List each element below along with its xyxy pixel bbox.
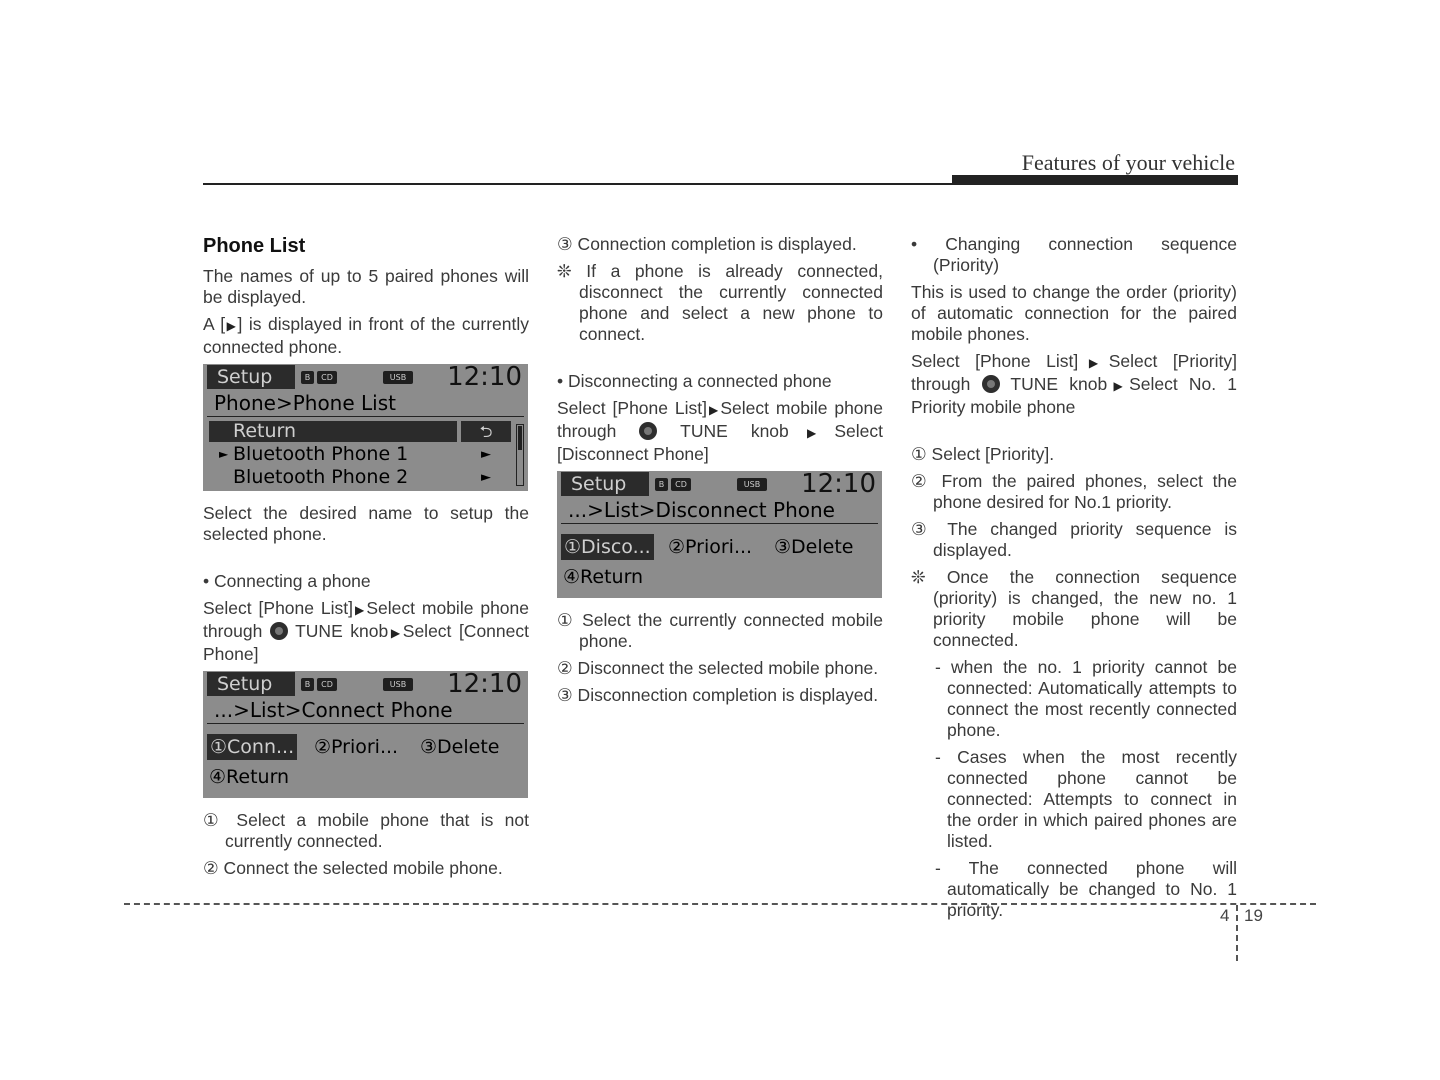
text-segment: Select mobile phone through (557, 398, 884, 441)
text-segment: TUNE knob (657, 421, 789, 441)
row-label: Bluetooth Phone 2 (233, 466, 409, 488)
dash-item-auto-priority: - The connected phone will automatically be changed to No. 1 priority. (935, 858, 1237, 920)
paragraph-priority-purpose: This is used to change the order (priority) of automatic connection for the paired mobile phones. (911, 282, 1237, 344)
cd-icon: CD (317, 678, 337, 691)
section-title-phone-list: Phone List (203, 235, 306, 257)
chevron-right-icon: ► (481, 447, 491, 462)
screen-status-bar (203, 364, 528, 390)
bullet-disconnecting-phone: • Disconnecting a connected phone (557, 371, 832, 391)
cd-icon: CD (317, 371, 337, 384)
screen-options (203, 730, 528, 764)
usb-icon: USB (383, 371, 413, 384)
screen-path: Phone>Phone List (207, 390, 524, 417)
screen-list (203, 420, 528, 489)
option-priority[interactable]: ②Priori... (314, 736, 399, 758)
text-segment: Select [Phone List] (911, 351, 1079, 371)
play-triangle-icon: ▶ (225, 319, 238, 333)
note-already-connected: ❊ If a phone is already connected, disconnect the currently connected phone and select a new phone to connect. (557, 261, 883, 344)
column-2 (557, 234, 883, 712)
header-rule (203, 183, 1238, 185)
page-header-title: Features of your vehicle (1021, 150, 1235, 175)
text-segment: Select [Priority] through (911, 351, 1237, 394)
step-3-connection-complete: ③ Connection completion is displayed. (557, 234, 857, 254)
play-triangle-icon: ▶ (388, 626, 403, 640)
play-triangle-icon: ▶ (1078, 356, 1109, 370)
screen-setup-label: Setup (207, 672, 295, 696)
play-triangle-icon: ▶ (707, 403, 721, 417)
chevron-right-icon: ► (481, 470, 491, 485)
option-connect[interactable]: ①Conn... (207, 734, 297, 760)
screen-setup-label: Setup (561, 472, 649, 496)
screen-options (557, 530, 882, 564)
screen-disconnect-phone (557, 471, 882, 598)
option-priority[interactable]: ②Priori... (668, 536, 753, 558)
step-2-select-phone-priority: ② From the paired phones, select the phone desired for No.1 priority. (911, 471, 1237, 512)
paragraph-connected-indicator (203, 314, 529, 358)
screen-row-phone[interactable] (203, 466, 528, 489)
text-segment: Select [Phone List] (557, 398, 708, 418)
page-number: 19 (1244, 906, 1263, 925)
screen-connect-phone (203, 671, 528, 798)
paragraph-priority-steps (911, 351, 1237, 418)
step-3-disconnect-complete: ③ Disconnection completion is displayed. (557, 685, 879, 705)
screen-setup-label: Setup (207, 365, 295, 389)
bluetooth-icon: B (655, 478, 668, 491)
footer-vertical-rule (1236, 905, 1238, 961)
screen-return-row (557, 564, 882, 598)
step-2-disconnect: ② Disconnect the selected mobile phone. (557, 658, 879, 678)
screen-return-row (203, 764, 528, 798)
page-chapter-number: 4 (1220, 906, 1230, 925)
dash-item-priority-unavailable: - when the no. 1 priority cannot be connected: Automatically attempts to connect the most recently connected phone. (935, 657, 1237, 740)
current-phone-marker-icon: ► (219, 447, 229, 461)
text-segment: A [ (203, 314, 226, 334)
step-1-select-priority: ① Select [Priority]. (911, 444, 1055, 464)
option-return[interactable]: ④Return (563, 566, 644, 588)
footer-dashed-rule (124, 903, 1316, 905)
tune-knob-icon (982, 375, 1000, 393)
paragraph-connect-steps (203, 598, 529, 665)
text-segment: Select [Connect Phone] (203, 621, 529, 664)
screen-status-bar (203, 671, 528, 697)
column-1 (203, 234, 529, 885)
text-segment: Select [Disconnect Phone] (557, 421, 883, 464)
tune-knob-icon (270, 622, 288, 640)
option-disconnect[interactable]: ①Disco... (561, 534, 654, 560)
step-3-priority-displayed: ③ The changed priority sequence is displayed. (911, 519, 1237, 560)
row-label: Bluetooth Phone 1 (233, 443, 409, 465)
text-segment: ] is displayed in front of the currently connected phone. (203, 314, 529, 357)
screen-scrollbar[interactable] (516, 424, 524, 486)
scrollbar-thumb[interactable] (518, 426, 522, 450)
bullet-changing-priority: • Changing connection sequence (Priority) (911, 234, 1237, 275)
step-2-connect-phone: ② Connect the selected mobile phone. (203, 858, 503, 878)
tune-knob-icon (639, 422, 657, 440)
play-triangle-icon: ▶ (1107, 379, 1130, 393)
text-segment: Select mobile phone through (203, 598, 530, 641)
paragraph-disconnect-steps (557, 398, 883, 465)
column-3 (911, 234, 1237, 927)
option-return[interactable]: ④Return (209, 766, 290, 788)
text-segment: TUNE knob (999, 374, 1108, 394)
usb-icon: USB (737, 478, 767, 491)
dash-item-recent-unavailable: - Cases when the most recently connected phone cannot be connected: Attempts to connect in the order in which paired phones are listed. (935, 747, 1237, 851)
screen-phone-list (203, 364, 528, 491)
bullet-connecting-phone: • Connecting a phone (203, 571, 371, 591)
usb-icon: USB (383, 678, 413, 691)
text-segment: Select [Phone List] (203, 598, 354, 618)
play-triangle-icon: ▶ (353, 603, 367, 617)
paragraph-paired-phones: The names of up to 5 paired phones will be displayed. (203, 266, 529, 307)
paragraph-select-name: Select the desired name to setup the selected phone. (203, 503, 529, 544)
row-label: Return (233, 420, 297, 442)
play-triangle-icon: ▶ (788, 426, 835, 440)
text-segment: TUNE knob (287, 621, 389, 641)
screen-path: ...>List>Disconnect Phone (561, 497, 878, 524)
note-priority-changed: ❊ Once the connection sequence (priority) is changed, the new no. 1 priority mobile phone will be connected. (911, 567, 1237, 650)
spacer (911, 424, 1237, 444)
text-segment: Select No. 1 Priority mobile phone (911, 374, 1238, 417)
step-1-select-phone: ① Select a mobile phone that is not currently connected. (203, 810, 529, 851)
cd-icon: CD (671, 478, 691, 491)
bluetooth-icon: B (301, 678, 314, 691)
screen-clock: 12:10 (447, 671, 522, 699)
screen-clock: 12:10 (801, 471, 876, 499)
screen-row-phone[interactable] (203, 443, 528, 466)
screen-path: ...>List>Connect Phone (207, 697, 524, 724)
screen-row-return[interactable] (203, 420, 528, 443)
return-icon[interactable]: ⮌ (461, 421, 511, 442)
screen-clock: 12:10 (447, 364, 522, 392)
bluetooth-icon: B (301, 371, 314, 384)
option-delete[interactable]: ③Delete (420, 736, 500, 758)
screen-status-bar (557, 471, 882, 497)
option-delete[interactable]: ③Delete (774, 536, 854, 558)
spacer (203, 551, 529, 571)
spacer (557, 351, 883, 371)
step-1-select-connected: ① Select the currently connected mobile phone. (557, 610, 883, 651)
